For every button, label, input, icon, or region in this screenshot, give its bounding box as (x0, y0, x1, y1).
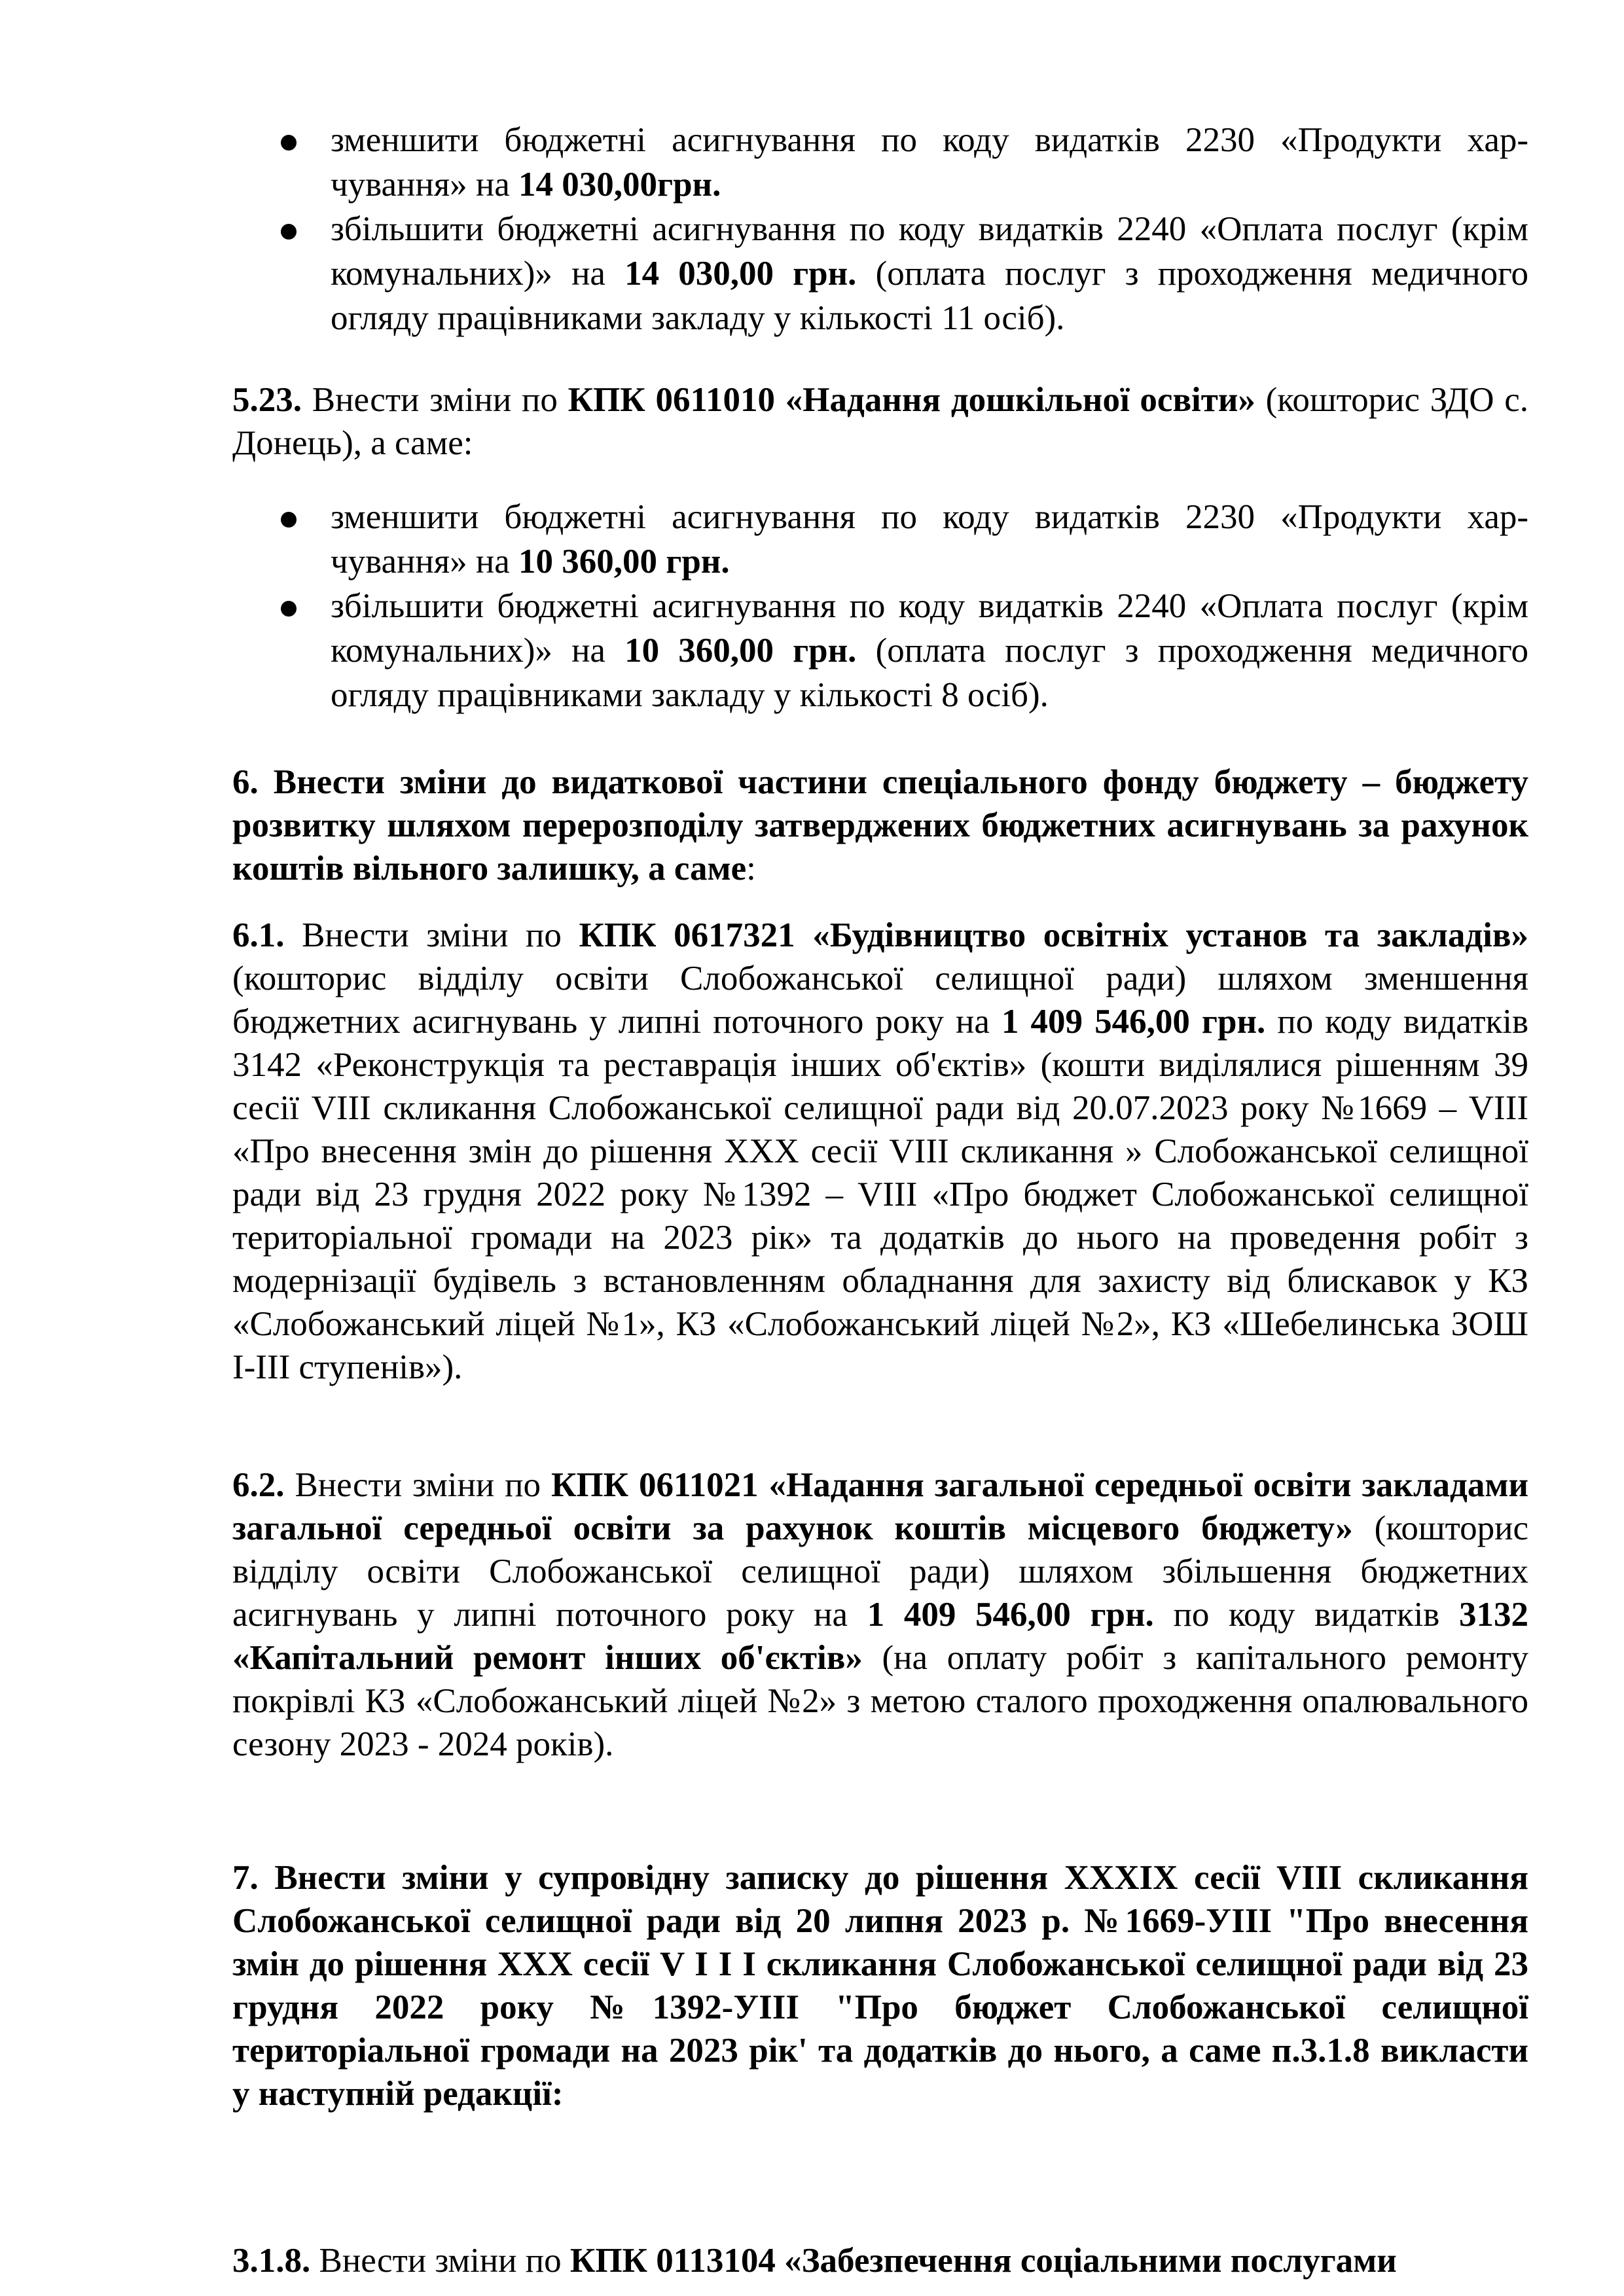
section-heading-text: 6. Внести зміни до видаткової частини спеціального фонду бюджету – бюджету розвитку шляхом перерозподілу затверджених бюджетних асигнувань за рахунок коштів вільного залишку, а саме (232, 763, 1528, 888)
expense-code: 3132 «Капітальний ремонт інших об'єктів» (232, 1596, 1528, 1677)
list-item (232, 118, 1528, 207)
paragraph-text: (кошторис відділу освіти Слобожанської селищної ради) шляхом збільшення бюджетних асигнувань у липні поточного року на (232, 1509, 1528, 1634)
item-text: зменшити бюджетні асигнування по коду видатків 2230 «Продукти хар-чування» на (331, 498, 1528, 581)
bullet-list-zdo-donets (232, 495, 1528, 717)
kpk-title: КПК 0617321 «Будівництво освітніх установ та закладів» (579, 916, 1528, 954)
paragraph-text: (на оплату робіт з капітального ремонту покрівлі КЗ «Слобожанський ліцей №2» з метою сталого проходження опалювального сезону 2023 - 2024 років). (232, 1639, 1528, 1763)
item-text: зменшити бюджетні асигнування по коду видатків 2230 «Продукти хар-чування» на (331, 121, 1528, 204)
paragraph-number: 3.1.8. (232, 2242, 311, 2280)
paragraph-6-2 (232, 1463, 1528, 1766)
amount: 1 409 546,00 грн. (867, 1596, 1154, 1634)
section-6-heading (232, 761, 1528, 890)
bullet-icon (281, 135, 297, 151)
section-7-heading (232, 1856, 1528, 2115)
paragraph-5-23 (232, 378, 1528, 465)
paragraph-3-1-8 (232, 2239, 1528, 2282)
kpk-title: КПК 0611021 «Надання загальної середньої освіти закладами загальної середньої освіти за рахунок коштів місцевого бюджету» (232, 1466, 1529, 1547)
item-text-tail: (оплата послуг з проходження медичного огляду працівниками закладу у кількості 11 осіб). (331, 255, 1528, 337)
list-item (232, 584, 1528, 717)
paragraph-number: 6.2. (232, 1466, 285, 1504)
paragraph-text: по коду видатків 3142 «Реконструкція та реставрація інших об'єктів» (кошти виділялися рішенням 39 сесії VIII скликання Слобожанської селищної ради від 20.07.2023 року №1669 – VIII «Про внесення змін до рішення XXX сесії VIII скликання » Слобожанської селищної ради від 23 грудня 2022 року №1392 – VIII «Про бюджет Слобожанської селищної територіальної громади на 2023 рік» та додатків до нього на проведення робіт з модернізації будівель з встановленням обладнання для захисту від блискавок у КЗ «Слобожанський ліцей №1», КЗ «Слобожанський ліцей №2», КЗ «Шебелинська ЗОШ І-ІІІ ступенів»). (232, 1003, 1529, 1386)
item-amount: 14 030,00грн. (518, 166, 721, 204)
item-text: збільшити бюджетні асигнування по коду видатків 2240 «Оплата послуг (крім комунальних)» на (331, 587, 1528, 670)
paragraph-text: (кошторис ЗДО с. Донець), а саме: (232, 381, 1528, 462)
paragraph-text: (кошторис відділу освіти Слобожанської селищної ради) шляхом зменшення бюджетних асигнувань у липні поточного року на (232, 960, 1528, 1041)
bullet-icon (281, 224, 297, 240)
item-text-tail: (оплата послуг з проходження медичного огляду працівниками закладу у кількості 8 осіб). (331, 632, 1528, 714)
item-amount: 10 360,00 грн. (518, 543, 730, 581)
paragraph-text: Внести зміни по (302, 381, 568, 419)
item-amount: 14 030,00 грн. (624, 255, 857, 293)
paragraph-6-1 (232, 914, 1528, 1389)
heading-colon: : (746, 850, 756, 888)
section-heading-text: 7. Внести зміни у супровідну записку до рішення XXXIX сесії VIII скликання Слобожанської селищної ради від 20 липня 2023 р. №1669-УІІІ "Про внесення змін до рішення XXX сесії V I I I скликання Слобожанської селищної ради від 23 грудня 2022 року №1392-УІІІ "Про бюджет Слобожанської селищної територіальної громади на 2023 рік' та додатків до нього, а саме п.3.1.8 викласти у наступній редакції: (232, 1859, 1528, 2113)
paragraph-number: 6.1. (232, 916, 285, 954)
paragraph-text: Внести зміни по (284, 916, 579, 954)
bullet-list-zdo-previous (232, 118, 1528, 340)
bullet-icon (281, 512, 297, 528)
bullet-icon (281, 601, 297, 617)
kpk-title: КПК 0113104 «Забезпечення соціальними послугами (569, 2242, 1397, 2280)
item-text: збільшити бюджетні асигнування по коду видатків 2240 «Оплата послуг (крім комунальних)» на (331, 210, 1528, 293)
amount: 1 409 546,00 грн. (1001, 1003, 1266, 1041)
list-item (232, 495, 1528, 584)
paragraph-text: по коду видатків (1153, 1596, 1459, 1634)
paragraph-number: 5.23. (232, 381, 302, 419)
item-amount: 10 360,00 грн. (624, 632, 857, 670)
kpk-title: КПК 0611010 «Надання дошкільної освіти» (568, 381, 1255, 419)
list-item (232, 207, 1528, 340)
paragraph-text: Внести зміни по (310, 2242, 570, 2280)
paragraph-text: Внести зміни по (284, 1466, 551, 1504)
